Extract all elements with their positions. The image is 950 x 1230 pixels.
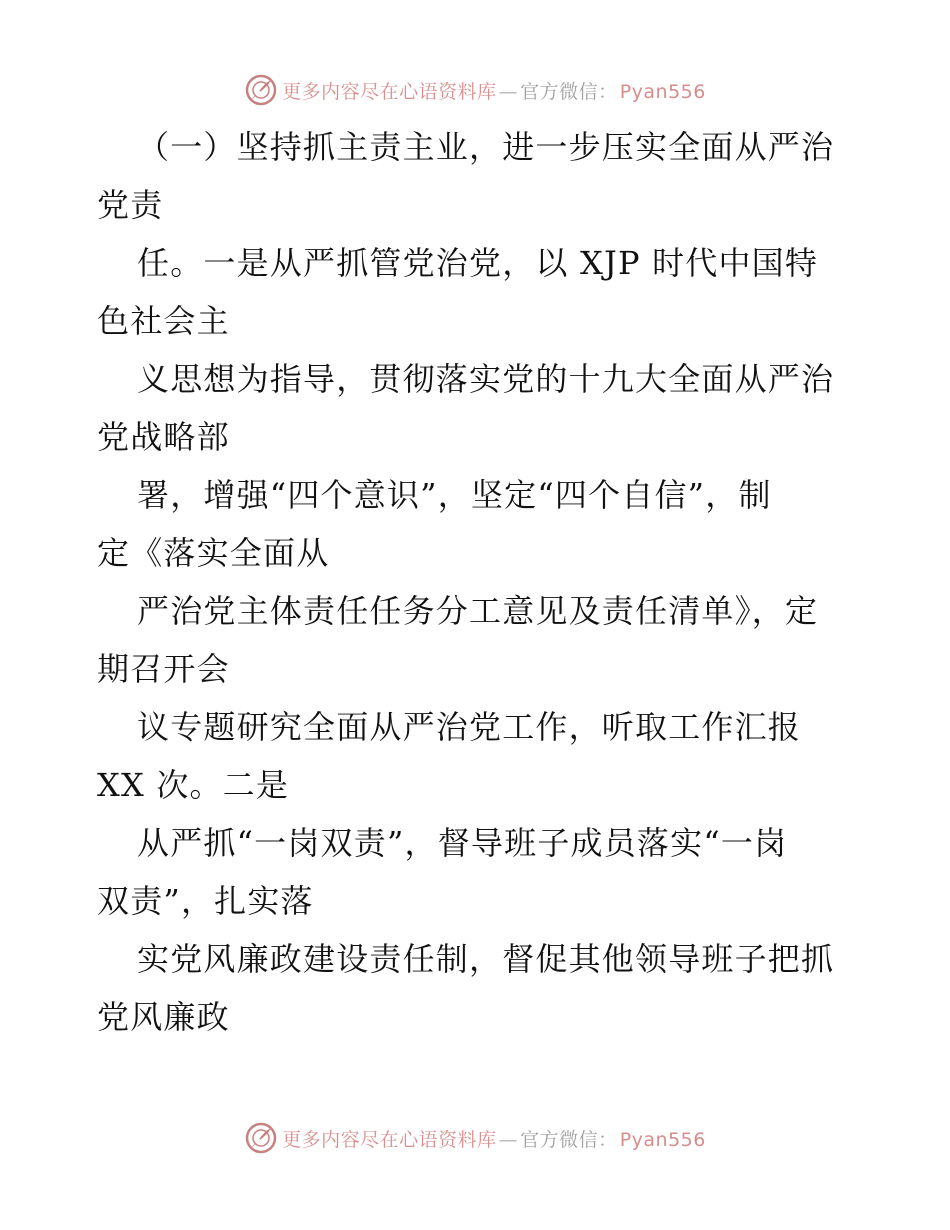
- watermark-account-handle: Pyan556: [619, 1128, 706, 1151]
- body-line-16: 党风廉政: [97, 998, 230, 1036]
- body-line-3: 任。一是从严抓管党治党，以 XJP 时代中国特: [137, 244, 819, 282]
- pen-nib-circle-logo-icon: [244, 1121, 278, 1155]
- watermark-site-text: 更多内容尽在心语资料库: [282, 80, 497, 103]
- document-body: [97, 118, 857, 1046]
- body-line-11: 议专题研究全面从严治党工作，听取工作汇报: [137, 708, 802, 746]
- body-line-5: 义思想为指导，贯彻落实党的十九大全面从严治: [137, 360, 835, 398]
- body-line-6: 党战略部: [97, 418, 230, 456]
- body-line-9: 严治党主体责任任务分工意见及责任清单》，定: [137, 592, 819, 630]
- body-line-7: 署，增强“四个意识”，坚定“四个自信”，制: [137, 476, 772, 514]
- watermark-account-label: 官方微信：: [520, 80, 618, 103]
- body-line-15: 实党风廉政建设责任制，督促其他领导班子把抓: [137, 940, 835, 978]
- body-line-4: 色社会主: [97, 302, 230, 340]
- header-watermark: [0, 70, 950, 110]
- body-line-1: （一）坚持抓主责主业，进一步压实全面从严治: [137, 128, 835, 166]
- watermark-text: [282, 77, 706, 104]
- watermark-account-handle: Pyan556: [619, 80, 706, 103]
- watermark-site-text: 更多内容尽在心语资料库: [282, 1128, 497, 1151]
- watermark-account-label: 官方微信：: [520, 1128, 618, 1151]
- footer-watermark: [0, 1118, 950, 1158]
- watermark-separator: —: [498, 1128, 519, 1151]
- body-line-14: 双责”，扎实落: [97, 882, 314, 920]
- body-line-10: 期召开会: [97, 650, 230, 688]
- body-line-12: XX 次。二是: [97, 766, 290, 804]
- body-line-13: 从严抓“一岗双责”，督导班子成员落实“一岗: [137, 824, 788, 862]
- watermark-separator: —: [498, 80, 519, 103]
- pen-nib-circle-logo-icon: [244, 73, 278, 107]
- body-line-2: 党责: [97, 186, 164, 224]
- body-line-8: 定《落实全面从: [97, 534, 330, 572]
- watermark-text: [282, 1125, 706, 1152]
